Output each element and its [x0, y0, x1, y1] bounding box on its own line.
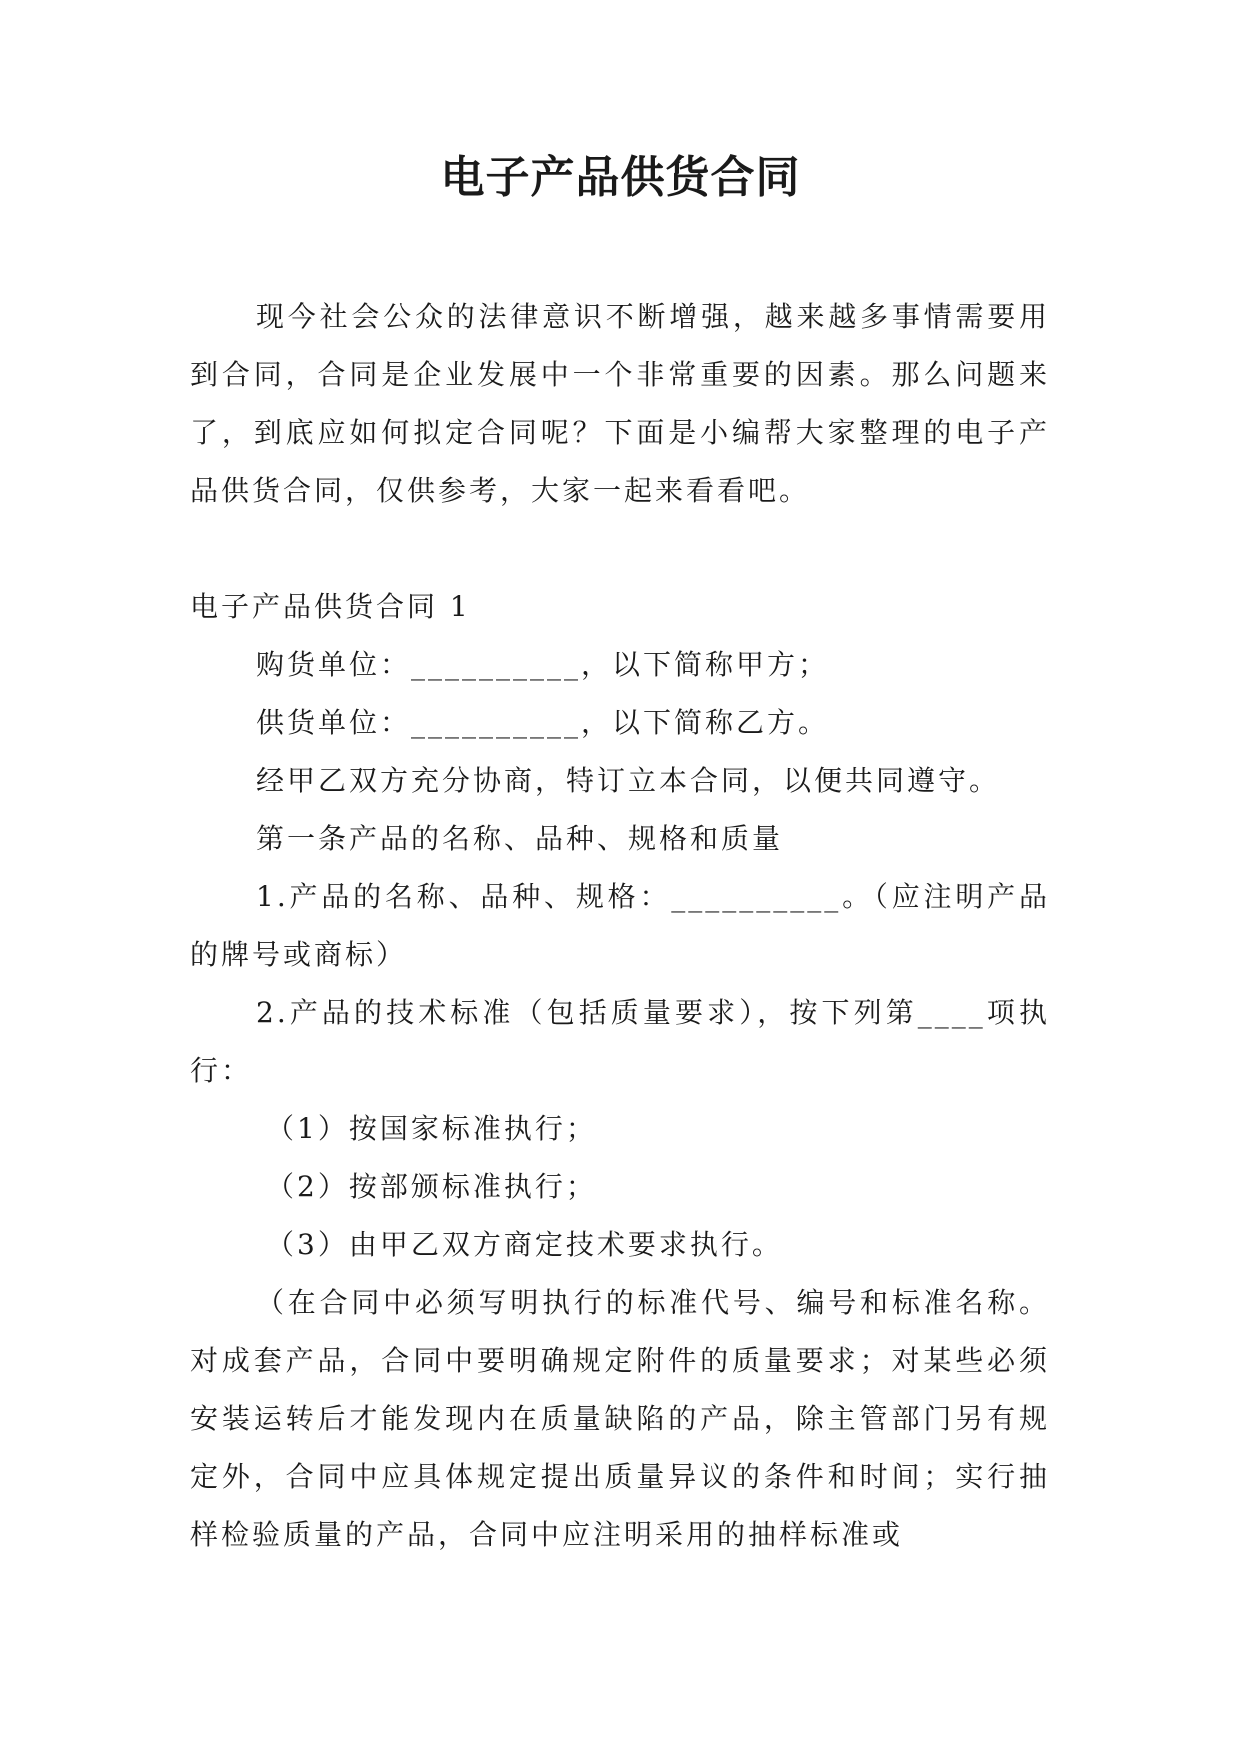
item-2-paragraph: 2.产品的技术标准（包括质量要求），按下列第____项执行： — [190, 996, 1050, 1087]
buyer-line: 购货单位：__________，以下简称甲方； — [256, 648, 830, 681]
item-1-paragraph: 1.产品的名称、品种、规格：__________。（应注明产品的牌号或商标） — [190, 880, 1050, 971]
option-3-line: （3）由甲乙双方商定技术要求执行。 — [266, 1228, 783, 1261]
note-paragraph: （在合同中必须写明执行的标准代号、编号和标准名称。对成套产品，合同中要明确规定附件的质量要求；对某些必须安装运转后才能发现内在质量缺陷的产品，除主管部门另有规定外，合同中应具体规定提出质量异议的条件和时间；实行抽样检验质量的产品，合同中应注明采用的抽样标准或 — [190, 1286, 1050, 1551]
section-heading: 电子产品供货合同 1 — [190, 590, 471, 623]
agreement-line: 经甲乙双方充分协商，特订立本合同，以便共同遵守。 — [256, 764, 1001, 797]
document-title: 电子产品供货合同 — [440, 152, 801, 203]
intro-paragraph: 现今社会公众的法律意识不断增强，越来越多事情需要用到合同，合同是企业发展中一个非常重要的因素。那么问题来了，到底应如何拟定合同呢？下面是小编帮大家整理的电子产品供货合同，仅供参考，大家一起来看看吧。 — [190, 300, 1050, 507]
option-2-line: （2）按部颁标准执行； — [266, 1170, 597, 1203]
option-1-line: （1）按国家标准执行； — [266, 1112, 597, 1145]
supplier-line: 供货单位：__________，以下简称乙方。 — [256, 706, 830, 739]
document-body — [190, 288, 1050, 1564]
article-1-heading: 第一条产品的名称、品种、规格和质量 — [256, 822, 784, 855]
